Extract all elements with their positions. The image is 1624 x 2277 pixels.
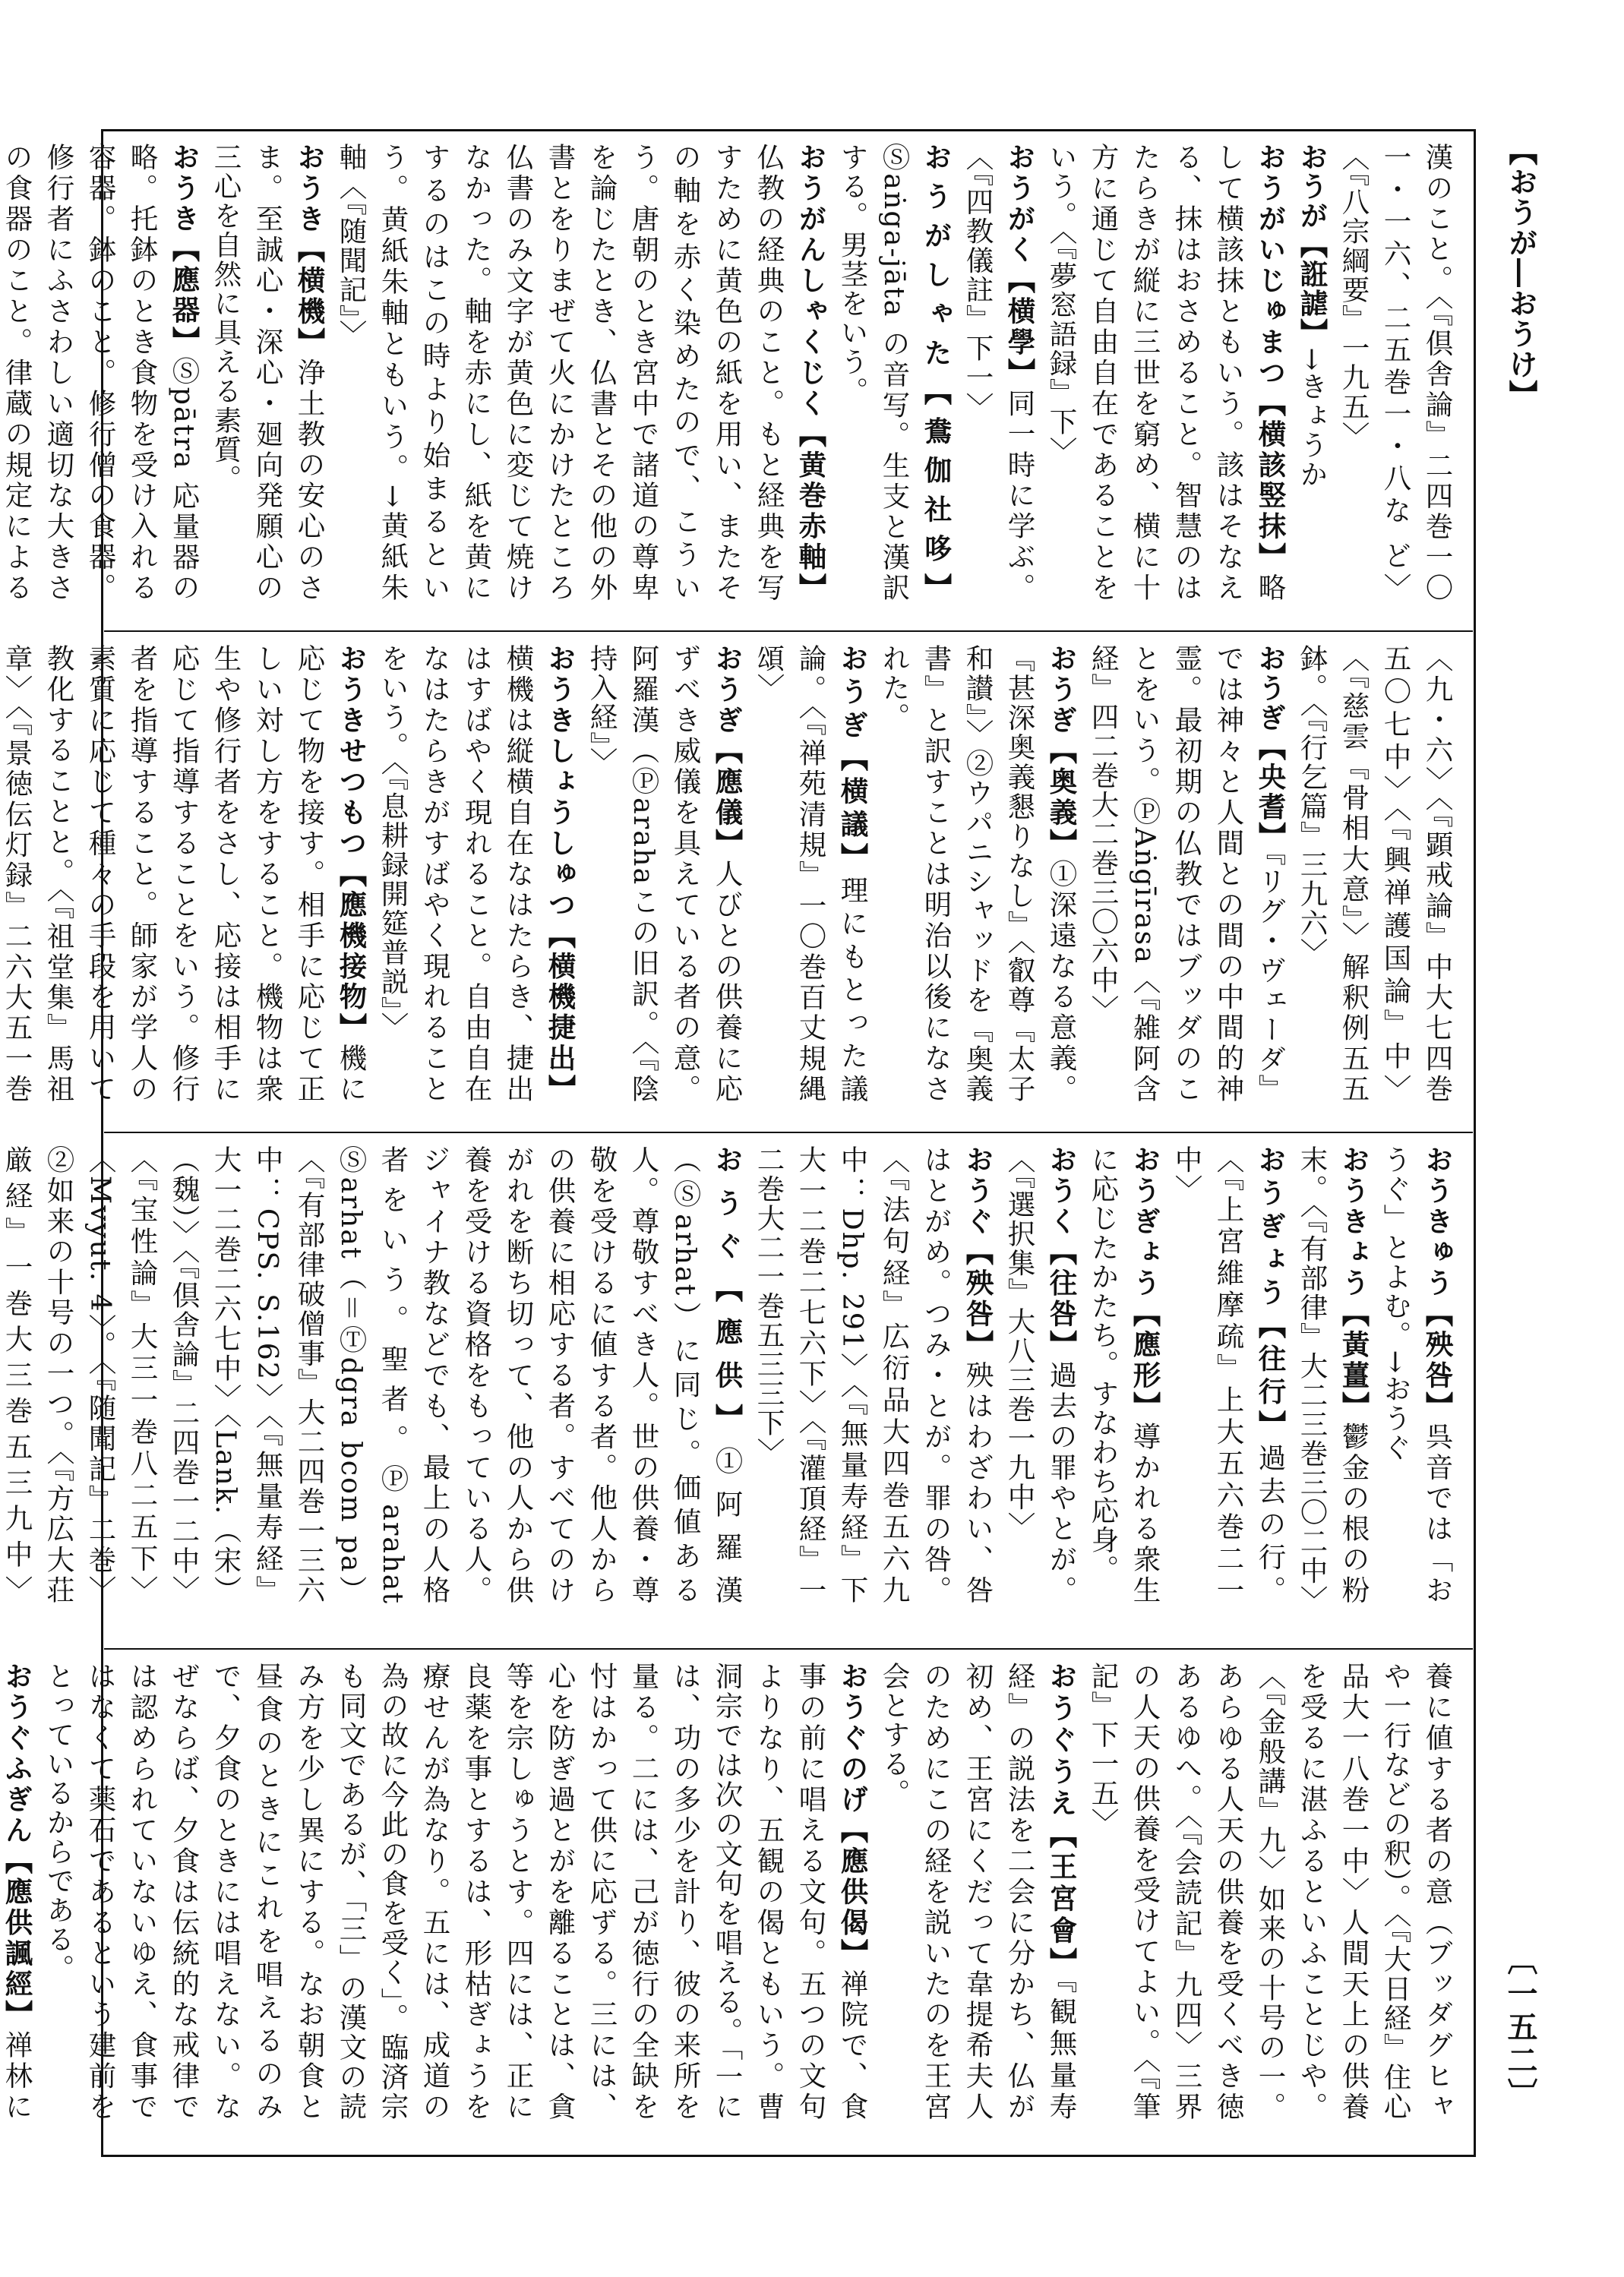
entry-text: 同一時に学ぶ。〈『四教儀註』下一〉 [962,143,1036,603]
dictionary-entry [1082,1662,1458,2121]
dictionary-entry [0,1662,38,2121]
entry-text: →きょうか [1296,347,1329,490]
dictionary-entry [330,143,832,602]
entry-headword: おうぐのげ【應供偈】 [836,1662,869,1969]
entry-headword: おうく【往咎】 [1045,1145,1078,1361]
dictionary-entry [205,143,330,602]
entry-headword: おうがんしゃくじく【黄巻赤軸】 [795,143,827,602]
dictionary-tier-4 [1,1662,1458,2122]
entry-text: 理にもとった議論。〈『禅苑清規』一〇巻百丈規縄頌〉 [753,644,869,1104]
dictionary-tier-2 [1,644,1458,1104]
entry-headword: おうがいじゅまつ【横該竪抹】 [1254,143,1287,573]
entry-headword: おうぎょう【應形】 [1129,1145,1161,1423]
entry-headword: おうが【誑謔】 [1296,143,1329,348]
entry-headword: おうがしゃた【鴦伽社哆】 [920,143,953,602]
dictionary-entry [1375,1145,1458,1605]
dictionary-entry [874,1662,1082,2121]
dictionary-entry [1333,143,1458,602]
dictionary-tier-3 [1,1145,1458,1615]
entry-text: 禅院で、食事の前に唱える文句。五つの文句よりなり、五観の偈ともいう。曹洞宗では次の文句を唱える。「一には、功の多少を計り、彼の来所を量る。二には、己が徳行の全缺を忖はかって供に応ずる。三には、心を防ぎ過とがを離ることは、貪等を宗しゅうとす。四には、正に良薬を事とするは、形枯ぎょうを療せんが為なり。五には、成道の為の故に今此の食を受く」。臨済宗も同文であるが、「三」の漢文の読み方を少し異にする。なお朝食と昼食のときにこれを唱えるのみで、夕食のときには唱えない。なぜならば、夕食は伝統的な戒律では認められていないゆえ、食事ではなくて薬石であるという建前をとっているからである。 [43,1662,869,2122]
entry-text: 横機は縦横自在なはたらき、捷出はすばやく現れること。自由自在なはたらきがすばやく現れることをいう。〈『息耕録開筵普説』〉 [377,644,535,1104]
dictionary-entry [0,1145,748,1605]
dictionary-entry [0,143,205,602]
entry-text: 殃はわざわい、咎はとがめ。つみ・とが。罪の咎。〈『法句経』広衍品大四巻五六九中：Dhp. 291〉〈『無量寿経』下大一二巻二七六下〉〈『灌頂経』一二巻大二一巻五三三下〉 [753,1145,994,1606]
entry-headword: おうぎ【奥義】 [1045,644,1078,860]
dictionary-entry [372,644,581,1104]
entry-text: 『リグ・ヴェーダ』では神々と人間との間の中間的神霊。最初期の仏教ではブッダのことをいう。ⓅAṅgīrasa〈『雑阿含経』四二巻大二巻三〇六中〉 [1087,644,1287,1104]
entry-headword: おうぎ【横議】 [836,644,869,876]
dictionary-entry [38,1662,874,2121]
dictionary-entry [957,143,1041,602]
entry-headword: おうきしょうしゅつ【横機捷出】 [544,644,577,1104]
dictionary-entry [832,143,957,602]
dictionary-entry [1291,1145,1375,1615]
entry-text: 仏教の経典のこと。もと経典を写すために黄色の紙を用い、またその軸を赤く染めたので、こういう。唐朝のとき宮中で諸道の尊卑を論じたとき、仏書とその他の外書とをりまぜて火にかけたところ仏書のみ文字が黄色に変じて焼けなかった。軸を赤にし、紙を黄にするのはこの時より始まるという。黄紙朱軸ともいう。→黄紙朱軸〈『随聞記』〉 [335,143,785,602]
dictionary-tier-1 [1,143,1458,603]
entry-text: 過去の行。〈『上宮維摩疏』上大五六巻二一中〉 [1171,1145,1287,1606]
entry-headword: おうきせつもつ【應機接物】 [335,644,368,1044]
dictionary-entry [1082,644,1291,1104]
entry-headword: おうぐうえ【王宮會】 [1045,1662,1078,1979]
entry-headword: おうぐふぎん【應供諷經】 [1,1662,33,2031]
entry-headword: おうぐ【應供】 [711,1145,744,1447]
dictionary-entry [1291,143,1333,602]
tier-divider [104,1132,1473,1133]
dictionary-entry [1041,143,1291,602]
entry-headword: おうぎ【央耆】 [1254,644,1287,851]
entry-headword: おうがく【横學】 [1003,143,1036,389]
page-number: 〔一五二〕 [1502,1944,1538,2111]
entry-text: 略して横該抹ともいう。該はそなえる、抹はおさめること。智慧のはたらきが縦に三世を窮め、横に十方に通じて自由自在であることをいう。〈『夢窓語録』下〉 [1045,143,1287,602]
running-head: 【おうが―おうけ】 [1504,137,1538,410]
tier-divider [104,630,1473,632]
entry-headword: おうぎ【應儀】 [711,644,744,860]
entry-text: 浄土教の安心のさま。至誠心・深心・廻向発願心の三心を自然に具える素質。 [210,143,326,603]
tier-divider [104,1648,1473,1650]
entry-headword: おうぐ【殃咎】 [962,1145,994,1361]
entry-text: ①深遠なる意義。『甚深奥義懇りなし』〈叡尊『太子和讃』〉②ウパニシャッドを『奥義書』と訳すことは明治以後になされた。 [878,644,1078,1104]
dictionary-entry [1291,644,1458,1104]
dictionary-entry [999,1145,1082,1605]
entry-headword: おうきょう【黃薑】 [1338,1145,1370,1423]
dictionary-entry [748,1145,999,1605]
entry-text: ①阿羅漢（Ⓢarhat）に同じ。価値ある人。尊敬すべき人。世の供養・尊敬を受けるに値する者。他人からの供養に相応する者。すべてのけがれを断ち切って、他の人から供養を受ける資格をもっている人。ジャイナ教などでも、最上の人格者をいう。聖者。Ⓟarahat Ⓢarhat（＝Ⓣdgra bcom pa）〈『有部律破僧事』大二四巻一三六中：CPS. S.162〉〈『無量寿経』大一二巻二六七中〉〈Lank.（宋）（魏）〉〈『倶舎論』二四巻一二中〉〈『宝性論』大三一巻八二五下〉〈Mvyut. 4〉。〈『随聞記』二巻〉②如来の十号の一つ。〈『方広大荘厳経』一巻大三巻五三九中〉 [1,1145,744,1606]
entry-text: 人びとの供養に応ずべき威儀を具えている者の意。阿羅漢（Ⓟarahaこの旧訳。〈『陰持入経』〉 [586,644,744,1104]
dictionary-entry [748,644,874,1104]
dictionary-entry [0,644,372,1104]
entry-text: 養に値する者の意（ブッダグヒャや一行などの釈）。〈『大日経』住心品大一八巻一中〉人間天上の供養を受るに湛ふるといふことじや。〈『金般講』九〉如来の十号の一。あらゆる人天の供養を受くべき徳あるゆへ。〈『会読記』九四〉三界の人天の供養を受けてよい。〈『筆記』下一五〉 [1087,1662,1454,2121]
entry-text: 機に応じて物を接す。相手に応じて正しい対し方をすること。機物は衆生や修行者をさし、応接は相手に応じて指導することをいう。修行者を指導すること。師家が学人の素質に応じて種々の手段を用いて教化することと。〈『祖堂集』馬祖章〉〈『景徳伝灯録』二六大五一巻 [1,644,368,1104]
dictionary-entry [874,644,1082,1104]
entry-text: 鬱金の根の粉末。〈『有部律』大二三巻三〇二中〉 [1296,1145,1370,1615]
dictionary-entry [581,644,748,1104]
entry-text: 導かれる衆生に応じたかたち。すなわち応身。 [1087,1145,1161,1606]
entry-text: 過去の罪やとが。〈『選択集』大八三巻一九中〉 [1003,1145,1078,1606]
entry-text: 漢のこと。〈『倶舎論』二四巻一〇一・一六、二五巻一・八な ど〉〈『八宗綱要』一九五〉 [1338,143,1454,602]
entry-text: 〈九・六〉〈『顕戒論』中大七四巻五〇七中〉〈『興禅護国論』中〉〈『慈雲『骨相大意』〉解釈例五五鉢。〈『行乞篇』三九六〉 [1296,644,1454,1104]
entry-headword: おうぎょう【往行】 [1254,1145,1287,1444]
entry-headword: おうき【横機】 [293,143,326,358]
entry-text: 呉音では「おうぐ」とよむ。→おうぐ [1379,1145,1454,1606]
entry-headword: おうきゅう【殃咎】 [1421,1145,1454,1423]
dictionary-entry [1166,1145,1291,1605]
entry-text: Ⓢaṅga-jāta の音写。生支と漢訳する。男茎をいう。 [836,143,911,602]
entry-text: Ⓢpātra 応量器の略。托鉢のとき食物を受け入れる容器。鉢のこと。修行僧の食器。修行者にふさわしい適切な大きさの食器のこと。律蔵の規定による [1,143,201,603]
entry-headword: おうき【應器】 [168,143,201,357]
entry-text: 『観無量寿経』の説法を二会に分かち、仏が初め、王宮にくだって韋提希夫人のためにこの経を説いたのを王宮会とする。 [878,1662,1078,2122]
entry-text: 禅林に [1,2030,33,2122]
dictionary-entry [1082,1145,1166,1605]
